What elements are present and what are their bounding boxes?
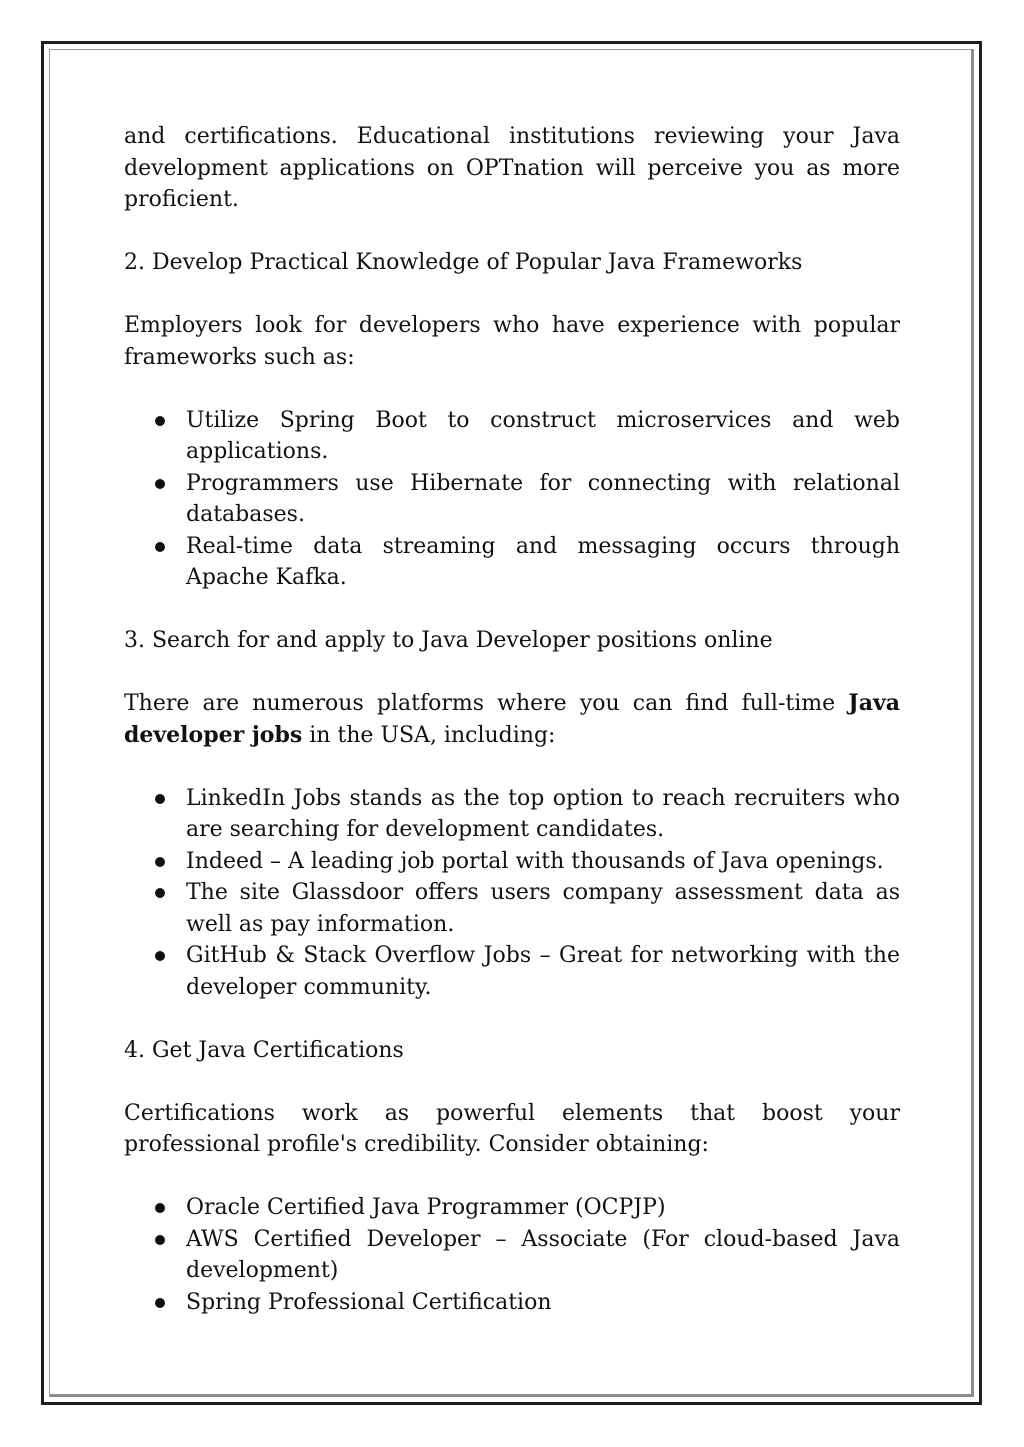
section-3-paragraph-end: in the USA, including:: [302, 722, 556, 748]
list-item: [124, 1287, 900, 1319]
list-item: [124, 846, 900, 878]
job-platforms-list: [124, 783, 900, 1004]
section-4-paragraph: Certifications work as powerful elements that boost your professional profile's credibility. Consider obtaining:: [124, 1100, 900, 1157]
list-item: [124, 877, 900, 940]
bullet-icon: [155, 416, 165, 426]
bullet-icon: [155, 1298, 165, 1308]
list-item-text: Real-time data streaming and messaging occurs through Apache Kafka.: [186, 533, 900, 590]
bullet-icon: [155, 479, 165, 489]
list-item-text: LinkedIn Jobs stands as the top option to reach recruiters who are searching for development candidates.: [186, 785, 900, 842]
list-item: [124, 468, 900, 531]
list-item: [124, 1224, 900, 1287]
section-3-paragraph: [124, 688, 900, 751]
list-item-text: Utilize Spring Boot to construct microservices and web applications.: [186, 407, 900, 464]
list-item-text: AWS Certified Developer – Associate (For cloud-based Java development): [186, 1226, 900, 1283]
bullet-icon: [155, 794, 165, 804]
java-developer-jobs-keyword: Java developer jobs: [124, 690, 900, 748]
bullet-icon: [155, 857, 165, 867]
bullet-icon: [155, 1203, 165, 1213]
section-2-heading: 2. Develop Practical Knowledge of Popular Java Frameworks: [124, 250, 803, 275]
list-item: [124, 783, 900, 846]
list-item-text: Oracle Certified Java Programmer (OCPJP): [186, 1195, 666, 1220]
list-item-text: Spring Professional Certification: [186, 1289, 552, 1315]
list-item: [124, 531, 900, 594]
bullet-icon: [155, 951, 165, 961]
list-item-text: Indeed – A leading job portal with thousands of Java openings.: [186, 848, 884, 874]
section-2-paragraph: Employers look for developers who have experience with popular frameworks such as:: [124, 313, 900, 370]
intro-paragraph: and certifications. Educational institutions reviewing your Java development applications on OPTnation will perceive you as more proficient.: [124, 124, 900, 212]
section-3-paragraph-start: There are numerous platforms where you can find full-time: [124, 691, 849, 716]
list-item: [124, 405, 900, 468]
document-body: [124, 121, 900, 1350]
certifications-list: [124, 1192, 900, 1318]
list-item: [124, 940, 900, 1003]
frameworks-list: [124, 405, 900, 594]
list-item: [124, 1192, 900, 1224]
bullet-icon: [155, 542, 165, 552]
bullet-icon: [155, 1235, 165, 1245]
list-item-text: Programmers use Hibernate for connecting with relational databases.: [186, 470, 900, 527]
list-item-text: The site Glassdoor offers users company assessment data as well as pay information.: [186, 880, 900, 937]
list-item-text: GitHub & Stack Overflow Jobs – Great for networking with the developer community.: [186, 943, 900, 1000]
bullet-icon: [155, 888, 165, 898]
section-3-heading: 3. Search for and apply to Java Developer positions online: [124, 628, 773, 653]
section-4-heading: 4. Get Java Certifications: [124, 1037, 404, 1063]
